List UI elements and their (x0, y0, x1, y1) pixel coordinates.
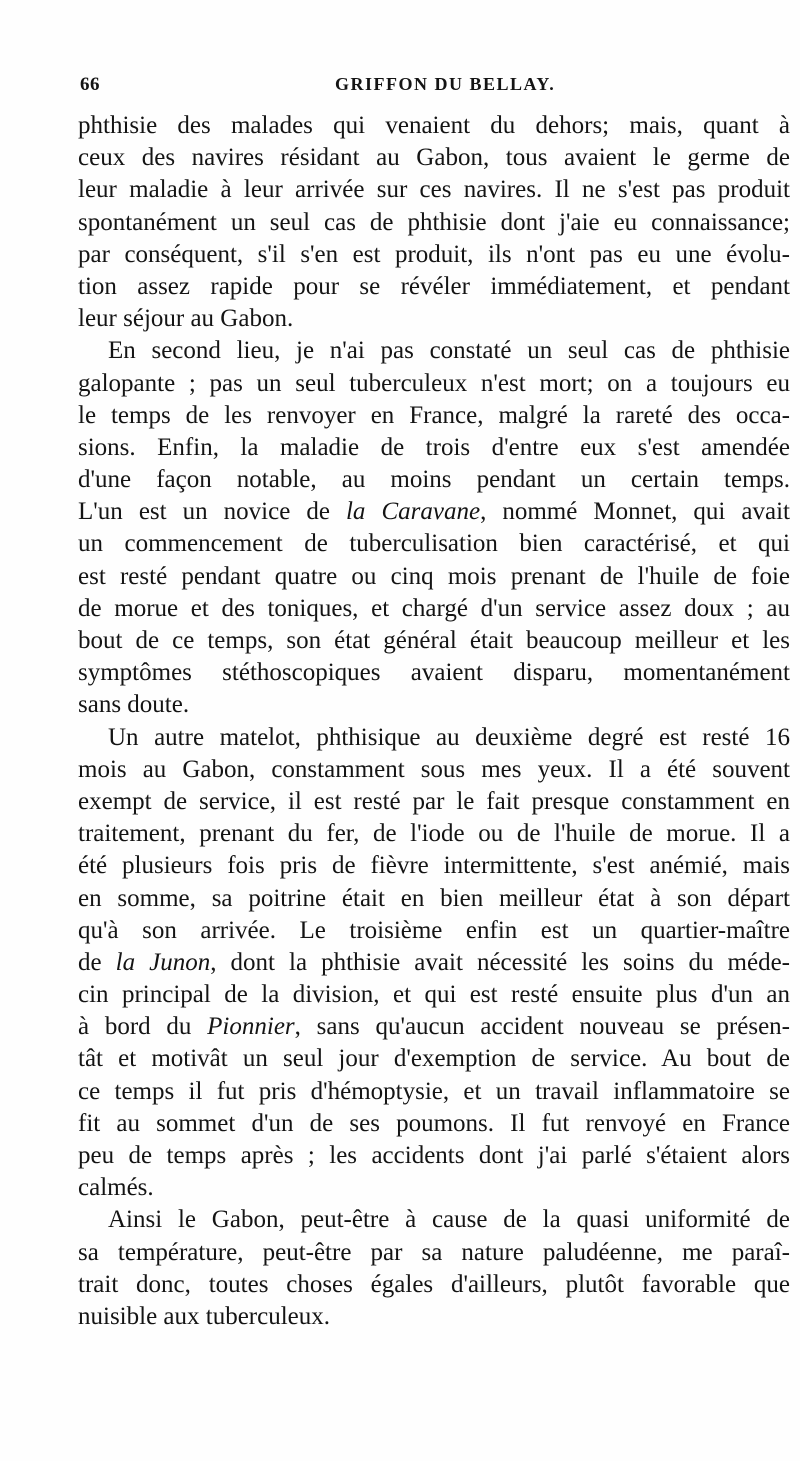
text-line: leur maladie à leur arrivée sur ces navires. Il ne s'est pas produit (78, 176, 790, 204)
text-line: tât et motivât un seul jour d'exemption de service. Au bout de (78, 1045, 790, 1073)
text-line: qu'à son arrivée. Le troisième enfin est un quartier-maître (78, 916, 790, 944)
text-line: en somme, sa poitrine était en bien meilleur état à son départ (78, 884, 790, 912)
text-line: symptômes stéthoscopiques avaient disparu, momentanément (78, 659, 790, 687)
text-line: bout de ce temps, son état général était beaucoup meilleur et les (78, 627, 790, 654)
text-line: L'un est un novice de la Caravane, nommé Monnet, qui avait (78, 498, 790, 526)
text-line: Un autre matelot, phthisique au deuxième degré est resté 16 (108, 723, 790, 751)
text-line: calmés. (78, 1174, 154, 1202)
text-line: ce temps il fut pris d'hémoptysie, et un travail inflammatoire se (78, 1077, 790, 1105)
text-line: galopante ; pas un seul tuberculeux n'est mort; on a toujours eu (78, 369, 790, 397)
text-line: Ainsi le Gabon, peut-être à cause de la quasi uniformité de (108, 1206, 790, 1234)
text-line: cin principal de la division, et qui est resté ensuite plus d'un an (78, 981, 790, 1009)
text-line: tion assez rapide pour se révéler immédiatement, et pendant (78, 272, 790, 300)
italic-term: la Caravane (345, 498, 481, 526)
page-number: 66 (80, 74, 100, 95)
text-line: En second lieu, je n'ai pas constaté un seul cas de phthisie (108, 337, 790, 365)
text-line: sions. Enfin, la maladie de trois d'entre eux s'est amendée (78, 433, 790, 461)
italic-term: la Junon (115, 948, 211, 976)
text-line: été plusieurs fois pris de fièvre intermittente, s'est anémié, mais (78, 852, 790, 880)
text-line: de morue et des toniques, et chargé d'un service assez doux ; au (78, 594, 790, 622)
italic-term: Pionnier (207, 1013, 295, 1041)
text-line: nuisible aux tuberculeux. (78, 1302, 331, 1330)
text-line: le temps de les renvoyer en France, malgré la rareté des occa- (78, 401, 790, 429)
text-line: phthisie des malades qui venaient du dehors; mais, quant à (78, 112, 790, 139)
text-line: traitement, prenant du fer, de l'iode ou de l'huile de morue. Il a (78, 820, 790, 848)
text-line: peu de temps après ; les accidents dont j'ai parlé s'étaient alors (78, 1142, 790, 1169)
text-line: spontanément un seul cas de phthisie dont j'aie eu connaissance; (78, 208, 790, 236)
text-line: ceux des navires résidant au Gabon, tous avaient le germe de (78, 144, 790, 172)
text-line: mois au Gabon, constamment sous mes yeux. Il a été souvent (78, 755, 790, 783)
page-header (80, 74, 790, 100)
text-line: trait donc, toutes choses égales d'ailleurs, plutôt favorable que (78, 1270, 790, 1298)
body-text (78, 110, 790, 1333)
text-line: par conséquent, s'il s'en est produit, ils n'ont pas eu une évolu- (78, 240, 790, 268)
text-line: est resté pendant quatre ou cinq mois prenant de l'huile de foie (78, 562, 790, 590)
text-line: leur séjour au Gabon. (78, 305, 294, 333)
text-line: d'une façon notable, au moins pendant un certain temps. (78, 466, 790, 494)
text-line: un commencement de tuberculisation bien caractérisé, et qui (78, 530, 790, 558)
text-line: sans doute. (78, 691, 190, 719)
text-line: sa température, peut-être par sa nature paludéenne, me paraî- (78, 1238, 790, 1266)
text-line: à bord du Pionnier, sans qu'aucun accident nouveau se présen- (78, 1013, 790, 1041)
running-head: GRIFFON DU BELLAY. (335, 74, 556, 94)
text-line: de la Junon, dont la phthisie avait nécessité les soins du méde- (78, 948, 790, 976)
text-line: fit au sommet d'un de ses poumons. Il fut renvoyé en France (78, 1109, 790, 1137)
text-line: exempt de service, il est resté par le fait presque constamment en (78, 787, 790, 815)
